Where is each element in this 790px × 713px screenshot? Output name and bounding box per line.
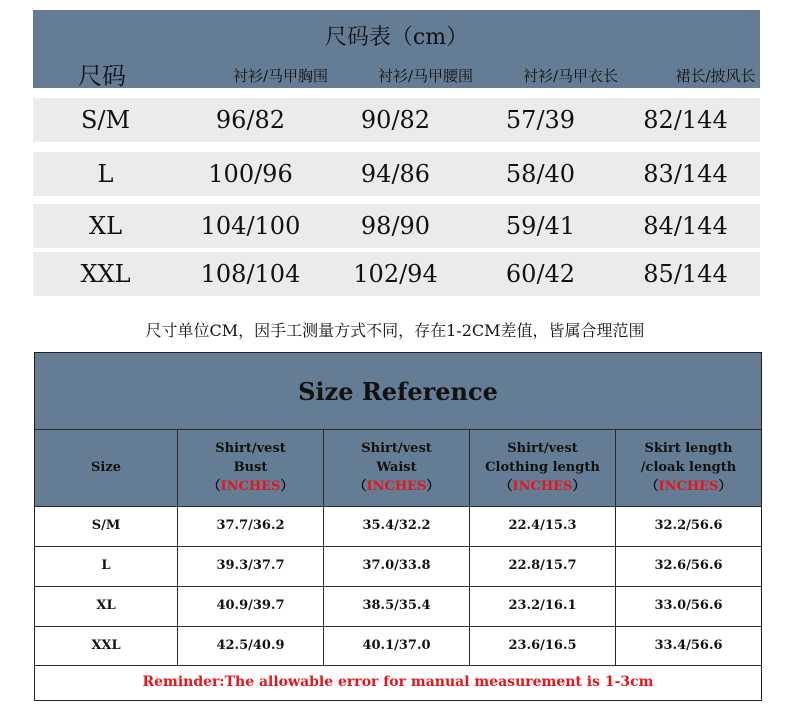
measurement-note: 尺寸单位CM，因手工测量方式不同，存在1-2CM差值，皆属合理范围	[145, 321, 645, 340]
table-cell: 90/82	[360, 106, 431, 134]
table-cell: 38.5/35.4	[362, 598, 431, 613]
table-cell: 23.2/16.1	[508, 598, 577, 613]
table-cell: 84/144	[643, 212, 728, 240]
column-line1: Shirt/vest	[361, 441, 432, 456]
unit-close: ）	[426, 479, 440, 494]
divider	[177, 429, 178, 665]
unit-close: ）	[718, 479, 732, 494]
unit-label	[208, 477, 294, 496]
size-cell: XL	[96, 598, 116, 613]
table-cell: 98/90	[360, 212, 431, 240]
table-cell: 85/144	[643, 260, 728, 288]
table-cell: 94/86	[360, 160, 431, 188]
unit-text: INCHES	[220, 479, 281, 494]
size-cell: XXL	[91, 638, 121, 653]
size-cell: S/M	[80, 106, 131, 134]
column-line1: Shirt/vest	[507, 441, 578, 456]
column-line2: /cloak length	[640, 460, 737, 475]
table-row	[33, 98, 760, 142]
table-cell: 58/40	[505, 160, 576, 188]
column-line1: Skirt length	[644, 441, 733, 456]
unit-close: ）	[280, 479, 294, 494]
table-cell: 23.6/16.5	[508, 638, 577, 653]
en-size-column-header	[35, 429, 177, 506]
table-cell: 104/100	[200, 212, 301, 240]
table-cell: 42.5/40.9	[216, 638, 285, 653]
table-row	[33, 204, 760, 248]
table-cell: 57/39	[505, 106, 576, 134]
en-column-header	[470, 429, 615, 506]
unit-open: （	[353, 479, 367, 494]
cn-column-header: 衬衫/马甲衣长	[522, 67, 619, 85]
cn-column-header: 裙长/披风长	[675, 67, 756, 85]
table-cell: 39.3/37.7	[216, 558, 285, 573]
column-line1: Shirt/vest	[215, 441, 286, 456]
size-cell: XL	[88, 212, 123, 240]
en-column-header	[616, 429, 761, 506]
unit-close: ）	[572, 479, 586, 494]
table-cell: 82/144	[643, 106, 728, 134]
table-cell: 40.9/39.7	[216, 598, 285, 613]
unit-open: （	[645, 479, 659, 494]
size-label: Size	[91, 460, 121, 475]
column-line2: Waist	[376, 460, 417, 475]
cn-table-header	[33, 10, 760, 88]
table-cell: 108/104	[200, 260, 301, 288]
size-cell: L	[101, 558, 111, 573]
table-cell: 37.0/33.8	[362, 558, 431, 573]
divider	[469, 429, 470, 665]
divider	[35, 429, 761, 430]
divider	[615, 429, 616, 665]
cn-size-column-header: 尺码	[78, 62, 126, 90]
reminder-note: Reminder:The allowable error for manual measurement is 1-3cm	[142, 674, 654, 690]
table-cell: 33.4/56.6	[654, 638, 723, 653]
column-line2: Bust	[233, 460, 268, 475]
table-row	[33, 252, 760, 296]
unit-label	[646, 477, 732, 496]
unit-open: （	[207, 479, 221, 494]
size-cell: S/M	[91, 518, 121, 533]
column-line2: Clothing length	[485, 460, 600, 475]
table-cell: 35.4/32.2	[362, 518, 431, 533]
unit-open: （	[499, 479, 513, 494]
table-cell: 102/94	[353, 260, 438, 288]
unit-text: INCHES	[658, 479, 719, 494]
unit-text: INCHES	[366, 479, 427, 494]
table-cell: 32.6/56.6	[654, 558, 723, 573]
table-cell: 60/42	[505, 260, 576, 288]
table-cell: 22.4/15.3	[508, 518, 577, 533]
table-cell: 96/82	[215, 106, 286, 134]
divider	[35, 626, 761, 627]
size-cell: L	[97, 160, 114, 188]
divider	[35, 546, 761, 547]
unit-label	[354, 477, 440, 496]
unit-label	[500, 477, 586, 496]
table-cell: 83/144	[643, 160, 728, 188]
unit-text: INCHES	[512, 479, 573, 494]
en-column-header	[324, 429, 469, 506]
divider	[323, 429, 324, 665]
en-size-table	[34, 352, 762, 701]
table-cell: 32.2/56.6	[654, 518, 723, 533]
table-cell: 100/96	[208, 160, 293, 188]
table-cell: 40.1/37.0	[362, 638, 431, 653]
size-cell: XXL	[80, 260, 131, 288]
divider	[35, 506, 761, 507]
table-cell: 33.0/56.6	[654, 598, 723, 613]
cn-table-title: 尺码表（cm）	[324, 25, 469, 50]
table-row	[33, 152, 760, 196]
en-table-title: Size Reference	[298, 377, 498, 406]
table-cell: 37.7/36.2	[216, 518, 285, 533]
cn-column-header: 衬衫/马甲腰围	[377, 67, 474, 85]
table-cell: 59/41	[505, 212, 576, 240]
cn-column-header: 衬衫/马甲胸围	[232, 67, 329, 85]
table-cell: 22.8/15.7	[508, 558, 577, 573]
en-column-header	[178, 429, 323, 506]
divider	[35, 586, 761, 587]
